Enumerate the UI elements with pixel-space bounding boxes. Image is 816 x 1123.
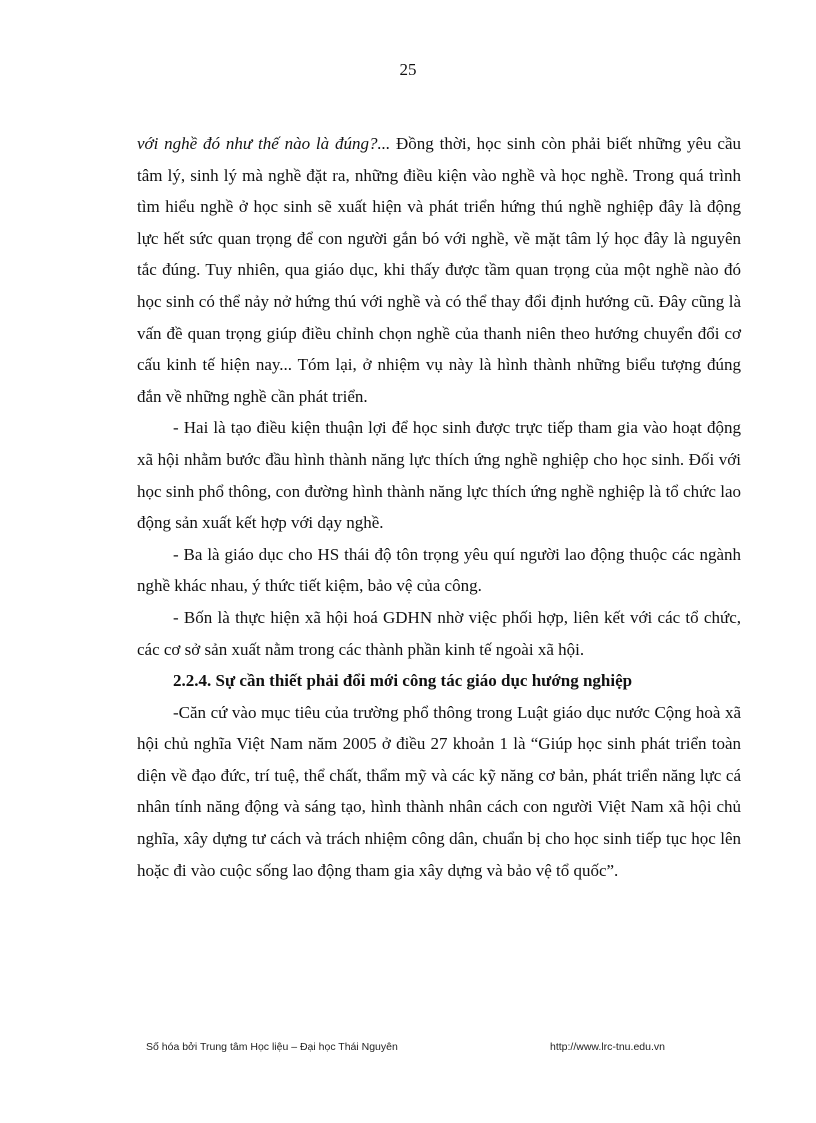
page-number: 25 — [399, 60, 417, 79]
paragraph-2: - Hai là tạo điều kiện thuận lợi để học sinh được trực tiếp tham gia vào hoạt động xã hội nhằm bước đầu hình thành năng lực thích ứng nghề nghiệp cho học sinh. Đối với học sinh phổ thông, con đường hình thành năng lực thích ứng nghề nghiệp là tổ chức lao động sản xuất kết hợp với dạy nghề. — [137, 418, 741, 533]
paragraph-4: - Bốn là thực hiện xã hội hoá GDHN nhờ việc phối hợp, liên kết với các tổ chức, các cơ sở sản xuất nằm trong các thành phần kinh tế ngoài xã hội. — [137, 607, 741, 659]
paragraph-1-text: Đồng thời, học sinh còn phải biết những yêu cầu tâm lý, sinh lý mà nghề đặt ra, những điều kiện vào nghề và học nghề. Trong quá trình tìm hiểu nghề ở học sinh sẽ xuất hiện và phát triển hứng thú nghề nghiệp đây là động lực hết sức quan trọng để con người gắn bó với nghề, về mặt tâm lý học đây là nguyên tắc đúng. Tuy nhiên, qua giáo dục, khi thấy được tầm quan trọng của một nghề nào đó học sinh có thể nảy nở hứng thú với nghề và có thể thay đổi định hướng cũ. Đây cũng là vấn đề quan trọng giúp điều chỉnh chọn nghề của thanh niên theo hướng chuyển đổi cơ cấu kinh tế hiện nay... Tóm lại, ở nhiệm vụ này là hình thành những biểu tượng đúng đắn về những nghề cần phát triển. — [137, 134, 741, 406]
paragraph-1 — [137, 128, 741, 412]
paragraph-5: -Căn cứ vào mục tiêu của trường phổ thông trong Luật giáo dục nước Cộng hoà xã hội chủ nghĩa Việt Nam năm 2005 ở điều 27 khoản 1 là “Giúp học sinh phát triển toàn diện về đạo đức, trí tuệ, thể chất, thẩm mỹ và các kỹ năng cơ bản, phát triển năng lực cá nhân tính năng động và sáng tạo, hình thành nhân cách con người Việt Nam xã hội chủ nghĩa, xây dựng tư cách và trách nhiệm công dân, chuẩn bị cho học sinh tiếp tục học lên hoặc đi vào cuộc sống lao động tham gia xây dựng và bảo vệ tổ quốc”. — [137, 702, 741, 880]
paragraph-3: - Ba là giáo dục cho HS thái độ tôn trọng yêu quí người lao động thuộc các ngành nghề khác nhau, ý thức tiết kiệm, bảo vệ của công. — [137, 544, 741, 596]
paragraph-1-italic-lead: với nghề đó như thế nào là đúng?... — [137, 134, 391, 153]
footer-url: http://www.lrc-tnu.edu.vn — [550, 1041, 665, 1053]
section-heading: 2.2.4. Sự cần thiết phải đổi mới công tác giáo dục hướng nghiệp — [173, 671, 633, 691]
body-text — [137, 128, 741, 886]
footer-source: Số hóa bởi Trung tâm Học liệu – Đại học Thái Nguyên — [146, 1041, 398, 1053]
